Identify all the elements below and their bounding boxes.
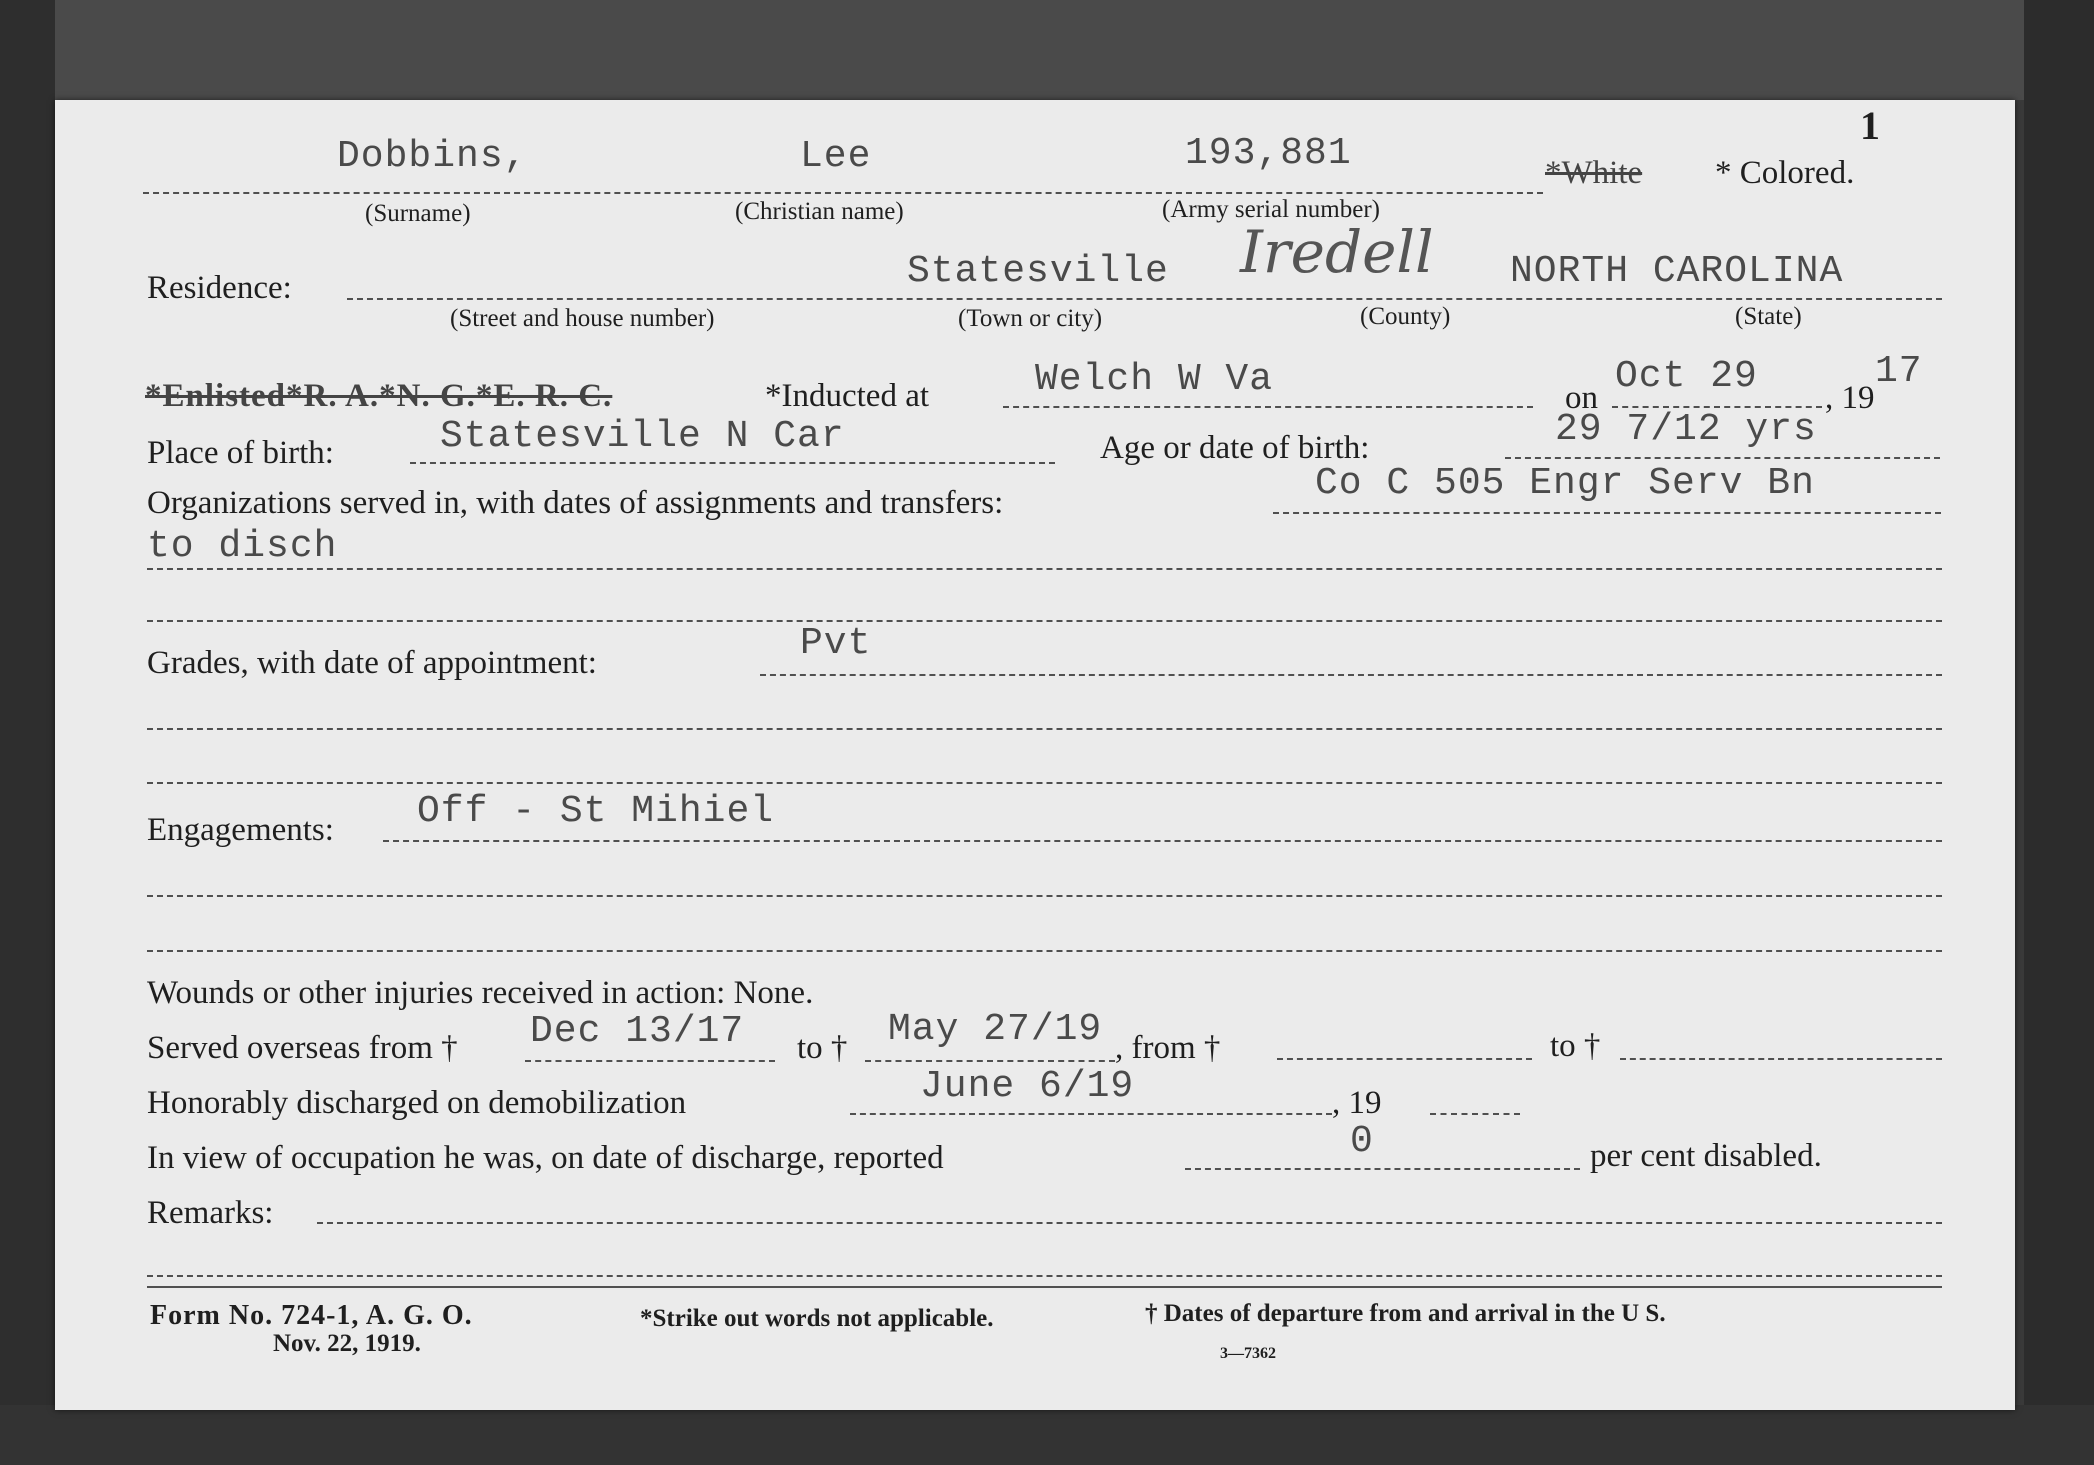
surname-value: Dobbins, (337, 135, 528, 178)
scan-background-right (2024, 0, 2094, 1465)
overseas-to-line (865, 1060, 1115, 1062)
engagements-line-1 (383, 840, 1942, 842)
footer-rule (147, 1286, 1942, 1288)
disability-line (1185, 1168, 1580, 1170)
engagements-value: Off - St Mihiel (417, 790, 775, 833)
age-line (1505, 457, 1940, 459)
scan-background-bottom (0, 1405, 2094, 1465)
organizations-line-2 (147, 568, 1942, 570)
inducted-label: *Inducted at (765, 378, 930, 414)
wounds-text: Wounds or other injuries received in action: None. (147, 975, 814, 1011)
engagements-line-2 (147, 895, 1942, 897)
form-number: Form No. 724-1, A. G. O. (150, 1300, 473, 1331)
scan-background-left (0, 0, 55, 1465)
organizations-value-2: to disch (147, 525, 338, 568)
footnote-strike-out: *Strike out words not applicable. (640, 1305, 994, 1332)
state-caption: (State) (1735, 303, 1802, 330)
engagements-label: Engagements: (147, 812, 334, 848)
overseas-to2-line (1620, 1058, 1942, 1060)
discharge-date-value: June 6/19 (920, 1065, 1135, 1108)
overseas-from-line (525, 1060, 775, 1062)
grades-label: Grades, with date of appointment: (147, 645, 597, 681)
birthplace-value: Statesville N Car (440, 415, 845, 458)
overseas-label: Served overseas from † (147, 1030, 458, 1066)
residence-label: Residence: (147, 270, 292, 306)
age-label: Age or date of birth: (1100, 430, 1370, 466)
enlisted-struck: *Enlisted*R. A.*N. G.*E. R. C. (145, 378, 613, 414)
name-line (143, 192, 1543, 194)
scan-background-top (0, 0, 2094, 100)
print-code: 3—7362 (1220, 1345, 1276, 1362)
birthplace-label: Place of birth: (147, 435, 334, 471)
residence-state-value: NORTH CAROLINA (1510, 250, 1844, 293)
county-caption: (County) (1360, 303, 1451, 330)
organizations-line-3 (147, 620, 1942, 622)
on-label: on (1565, 380, 1598, 416)
engagements-line-3 (147, 950, 1942, 952)
age-value: 29 7/12 yrs (1555, 408, 1817, 451)
overseas-from-value: Dec 13/17 (530, 1010, 745, 1053)
race-white-struck: *White (1545, 155, 1643, 191)
street-caption: (Street and house number) (450, 305, 715, 332)
year-prefix: , 19 (1825, 380, 1875, 416)
remarks-line-2 (147, 1275, 1942, 1277)
service-record-card (55, 100, 2015, 1410)
overseas-to-label: to † (797, 1030, 848, 1066)
overseas-from2-label: , from † (1115, 1030, 1221, 1066)
residence-town-value: Statesville (907, 250, 1169, 293)
christian-name-value: Lee (800, 135, 872, 178)
inducted-at-value: Welch W Va (1035, 358, 1274, 401)
town-caption: (Town or city) (958, 305, 1103, 332)
disability-label: In view of occupation he was, on date of discharge, reported (147, 1140, 944, 1176)
discharge-date-line (850, 1113, 1332, 1115)
discharge-year-line (1430, 1113, 1520, 1115)
inducted-at-line (1003, 406, 1533, 408)
organizations-value-1: Co C 505 Engr Serv Bn (1315, 462, 1815, 505)
remarks-label: Remarks: (147, 1195, 274, 1231)
discharged-label: Honorably discharged on demobilization (147, 1085, 687, 1121)
organizations-line-1 (1273, 512, 1941, 514)
christian-name-caption: (Christian name) (735, 198, 904, 225)
overseas-to-value: May 27/19 (888, 1008, 1103, 1051)
race-colored-label: * Colored. (1715, 155, 1855, 191)
discharge-year-prefix: , 19 (1332, 1085, 1382, 1121)
inducted-date-value: Oct 29 (1615, 355, 1758, 398)
surname-caption: (Surname) (365, 200, 471, 227)
footnote-dates: † Dates of departure from and arrival in the U S. (1145, 1300, 1666, 1327)
inducted-year-value: 17 (1875, 350, 1923, 393)
residence-line (347, 298, 1942, 300)
disability-value: 0 (1350, 1120, 1374, 1163)
serial-number-caption: (Army serial number) (1162, 196, 1380, 223)
percent-label: per cent disabled. (1590, 1138, 1822, 1174)
form-date: Nov. 22, 1919. (273, 1330, 421, 1357)
overseas-from2-line (1277, 1058, 1532, 1060)
organizations-label: Organizations served in, with dates of assignments and transfers: (147, 485, 1004, 521)
overseas-to2-label: to † (1550, 1028, 1601, 1064)
grade-value: Pvt (800, 622, 872, 665)
grades-line-3 (147, 782, 1942, 784)
grades-line-2 (147, 728, 1942, 730)
page-number: 1 (1860, 103, 1880, 148)
serial-number-value: 193,881 (1185, 132, 1352, 175)
birthplace-line (410, 462, 1055, 464)
grades-line-1 (760, 674, 1942, 676)
remarks-line-1 (317, 1222, 1942, 1224)
residence-county-value: Iredell (1240, 218, 1434, 286)
